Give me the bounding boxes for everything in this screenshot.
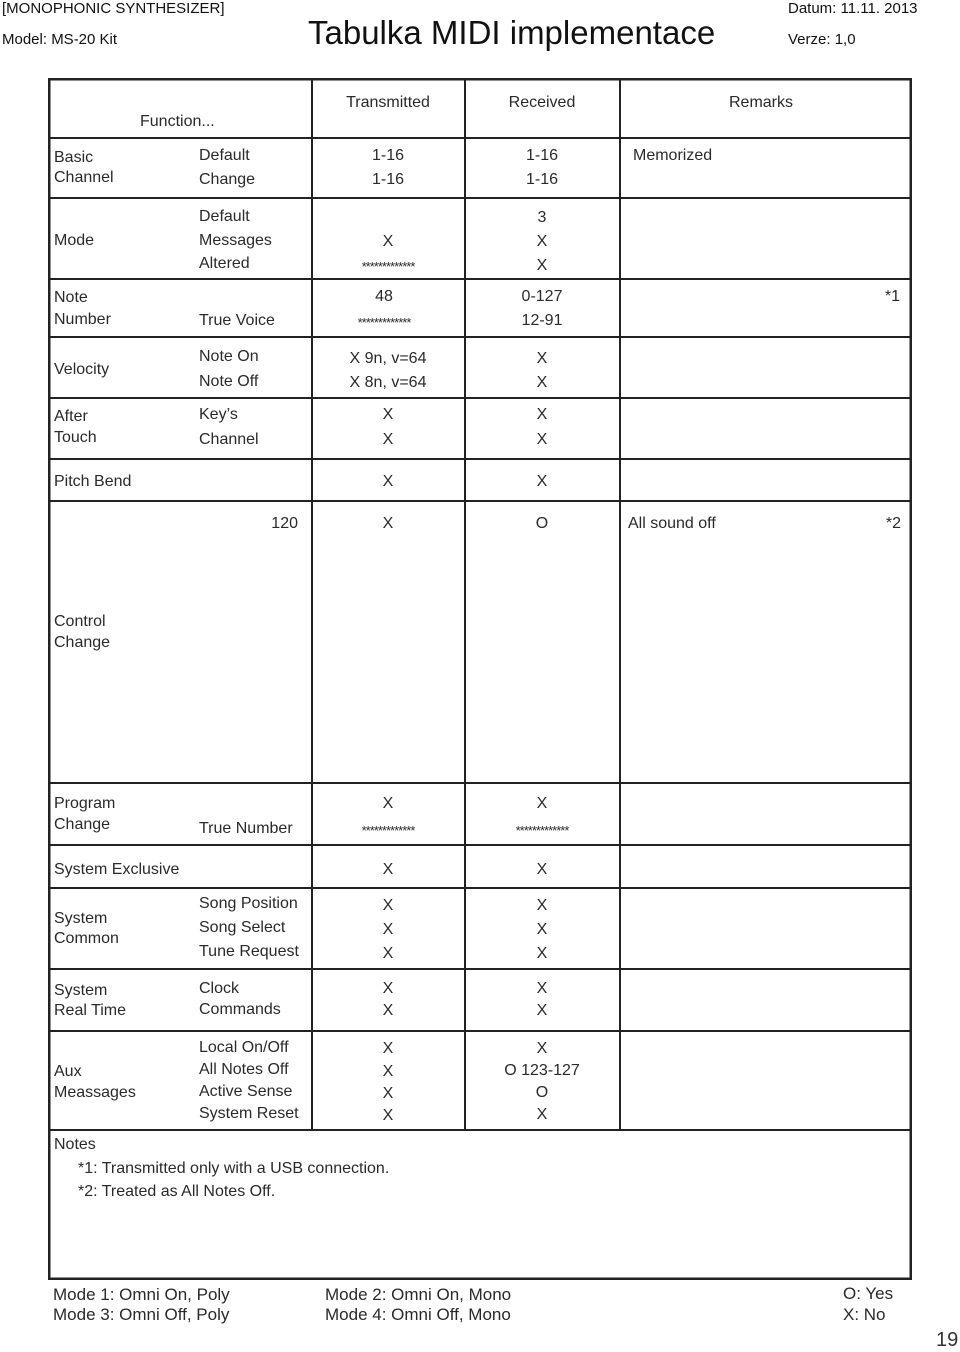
basic-channel-rx-default: 1-16	[525, 147, 559, 164]
note-number-rx: 0-127	[521, 288, 563, 305]
chart-grid-lines	[48, 78, 912, 1280]
basic-channel-label-2: Channel	[54, 169, 114, 186]
aux-tx-3: X	[382, 1085, 394, 1102]
aux-local-on-off: Local On/Off	[199, 1039, 289, 1056]
mode-rx-altered: X	[536, 257, 548, 274]
system-real-time-label-1: System	[54, 982, 108, 999]
aux-messages-label-2: Meassages	[54, 1084, 136, 1101]
note-number-true-voice: True Voice	[199, 312, 275, 329]
system-real-time-commands: Commands	[199, 1001, 281, 1018]
aux-rx-1: X	[536, 1040, 548, 1057]
system-common-song-select: Song Select	[199, 919, 286, 936]
system-real-time-label-2: Real Time	[54, 1002, 127, 1019]
system-exclusive-tx: X	[382, 861, 394, 878]
after-touch-rx-channel: X	[536, 431, 548, 448]
velocity-rx-off: X	[536, 374, 548, 391]
program-change-label-2: Change	[54, 816, 111, 833]
system-common-rx-1: X	[536, 897, 548, 914]
page-number: 19	[936, 1329, 959, 1351]
pitch-bend-rx: X	[536, 473, 548, 490]
basic-channel-remark: Memorized	[633, 147, 713, 164]
mode-default: Default	[199, 208, 250, 225]
system-common-rx-3: X	[536, 945, 548, 962]
system-exclusive-rx: X	[536, 861, 548, 878]
aux-active-sense: Active Sense	[199, 1083, 293, 1100]
header-remarks: Remarks	[728, 94, 794, 111]
note-number-tx-true: *************	[357, 315, 411, 330]
mode-rx-default: 3	[537, 209, 547, 226]
basic-channel-default: Default	[199, 147, 250, 164]
system-common-song-position: Song Position	[199, 895, 298, 912]
system-real-time-rx-2: X	[536, 1002, 548, 1019]
header-transmitted: Transmitted	[346, 94, 430, 111]
document-date: Datum: 11.11. 2013	[788, 0, 918, 17]
aux-rx-2: O 123-127	[504, 1062, 580, 1079]
model-label: Model: MS-20 Kit	[2, 31, 118, 48]
basic-channel-rx-change: 1-16	[525, 171, 559, 188]
mode-rx-messages: X	[536, 233, 548, 250]
after-touch-channel: Channel	[199, 431, 259, 448]
program-change-tx: X	[382, 795, 394, 812]
basic-channel-tx-default: 1-16	[371, 147, 405, 164]
system-common-tx-3: X	[382, 945, 394, 962]
program-change-true-number: True Number	[199, 820, 293, 837]
legend-mode-2: Mode 2: Omni On, Mono	[325, 1285, 512, 1304]
control-change-label-2: Change	[54, 634, 111, 651]
aux-rx-3: O	[535, 1084, 549, 1101]
program-change-tx-true: *************	[361, 823, 415, 838]
legend-mode-4: Mode 4: Omni Off, Mono	[325, 1305, 511, 1324]
header-received: Received	[508, 94, 576, 111]
system-common-label-2: Common	[54, 930, 119, 947]
control-change-rx: O	[535, 515, 549, 532]
aux-all-notes-off: All Notes Off	[199, 1061, 289, 1078]
program-change-label-1: Program	[54, 795, 116, 812]
control-change-remark: All sound off	[628, 515, 716, 532]
aux-system-reset: System Reset	[199, 1105, 299, 1122]
note-2: *2: Treated as All Notes Off.	[78, 1183, 276, 1200]
after-touch-tx-channel: X	[382, 431, 394, 448]
aux-messages-label-1: Aux	[54, 1063, 82, 1080]
page-title: Tabulka MIDI implementace	[308, 14, 716, 51]
after-touch-label-1: After	[54, 408, 88, 425]
note-number-label-2: Number	[54, 311, 111, 328]
mode-messages: Messages	[199, 232, 272, 249]
basic-channel-change: Change	[199, 171, 256, 188]
midi-implementation-chart	[48, 78, 912, 1280]
aux-tx-1: X	[382, 1040, 394, 1057]
after-touch-rx-keys: X	[536, 406, 548, 423]
aux-tx-4: X	[382, 1107, 394, 1124]
after-touch-label-2: Touch	[54, 429, 97, 446]
velocity-tx-on: X 9n, v=64	[349, 350, 427, 367]
after-touch-tx-keys: X	[382, 406, 394, 423]
aux-rx-4: X	[536, 1106, 548, 1123]
aux-tx-2: X	[382, 1063, 394, 1080]
velocity-note-on: Note On	[199, 348, 259, 365]
program-change-rx: X	[536, 795, 548, 812]
system-real-time-clock: Clock	[199, 980, 240, 997]
system-common-tune-request: Tune Request	[199, 943, 299, 960]
velocity-rx-on: X	[536, 350, 548, 367]
note-1: *1: Transmitted only with a USB connection.	[78, 1160, 390, 1177]
program-change-rx-true: *************	[515, 823, 569, 838]
system-exclusive-label: System Exclusive	[54, 861, 180, 878]
mode-tx-messages: X	[382, 233, 394, 250]
legend-mode-1: Mode 1: Omni On, Poly	[53, 1285, 230, 1304]
system-common-tx-2: X	[382, 921, 394, 938]
control-change-remark-note: *2	[885, 515, 901, 532]
pitch-bend-tx: X	[382, 473, 394, 490]
header-function: Function...	[140, 113, 215, 130]
system-common-label-1: System	[54, 910, 108, 927]
control-change-number: 120	[271, 515, 298, 532]
legend-mode-3: Mode 3: Omni Off, Poly	[53, 1305, 230, 1324]
notes-label: Notes	[54, 1136, 96, 1153]
mode-label: Mode	[54, 232, 95, 249]
mode-altered: Altered	[199, 255, 250, 272]
after-touch-keys: Key’s	[199, 406, 238, 423]
legend-no: X: No	[843, 1305, 886, 1324]
system-real-time-tx-1: X	[382, 980, 394, 997]
note-number-tx: 48	[375, 288, 393, 305]
product-heading: [MONOPHONIC SYNTHESIZER]	[2, 0, 225, 17]
basic-channel-label-1: Basic	[54, 149, 94, 166]
note-number-remark: *1	[884, 288, 900, 305]
velocity-note-off: Note Off	[199, 373, 259, 390]
system-common-tx-1: X	[382, 897, 394, 914]
system-common-rx-2: X	[536, 921, 548, 938]
system-real-time-tx-2: X	[382, 1002, 394, 1019]
version-label: Verze: 1,0	[788, 31, 856, 48]
control-change-tx: X	[382, 515, 394, 532]
basic-channel-tx-change: 1-16	[371, 171, 405, 188]
note-number-rx-true: 12-91	[521, 312, 563, 329]
mode-tx-altered: *************	[361, 259, 415, 274]
velocity-tx-off: X 8n, v=64	[349, 374, 427, 391]
pitch-bend-label: Pitch Bend	[54, 473, 132, 490]
velocity-label: Velocity	[54, 361, 110, 378]
legend-yes: O: Yes	[843, 1284, 894, 1303]
system-real-time-rx-1: X	[536, 980, 548, 997]
control-change-label-1: Control	[54, 613, 106, 630]
note-number-label-1: Note	[54, 289, 88, 306]
